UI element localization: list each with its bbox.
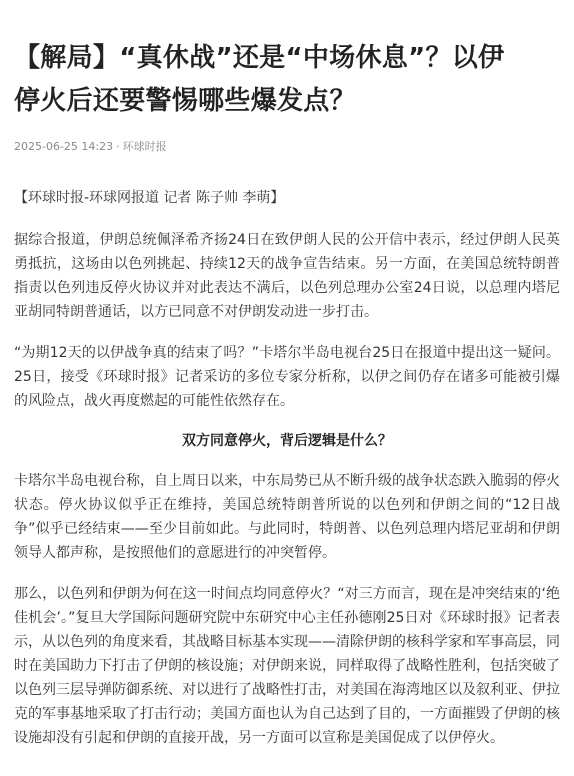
article-meta	[14, 139, 560, 155]
article-title-line-2: 停火后还要警惕哪些爆发点？	[14, 86, 356, 116]
article-title	[14, 0, 560, 123]
article-paragraph-2: “为期12天的以伊战争真的结束了吗？”卡塔尔半岛电视台25日在报道中提出这一疑问。25日，接受《环球时报》记者采访的多位专家分析称，以伊之间仍存在诸多可能被引爆的风险点，战火再度燃起的可能性依然存在。	[14, 345, 560, 409]
article-subheading: 双方同意停火，背后逻辑是什么？	[182, 433, 392, 449]
meta-separator: ·	[116, 140, 120, 153]
article-paragraph-4: 那么，以色列和伊朗为何在这一时间点均同意停火？“对三方而言，现在是冲突结束的‘绝佳机会’。”复旦大学国际问题研究院中东研究中心主任孙德刚25日对《环球时报》记者表示，从以色列的角度来看，其战略目标基本实现——清除伊朗的核科学家和军事高层，同时在美国助力下打击了伊朗的核设施；对伊朗来说，同样取得了战略性胜利，包括突破了以色列三层导弹防御系统、对以进行了战略性打击，对美国在海湾地区以及叙利亚、伊拉克的军事基地采取了打击行动；美国方面也认为自己达到了目的，一方面摧毁了伊朗的核设施却没有引起和伊朗的直接开战，另一方面可以宣称是美国促成了以伊停火。	[14, 586, 560, 746]
article-paragraph-3: 卡塔尔半岛电视台称，自上周日以来，中东局势已从不断升级的战争状态跌入脆弱的停火状态。停火协议似乎正在维持，美国总统特朗普所说的以色列和伊朗之间的“12日战争”似乎已经结束——至少目前如此。与此同时，特朗普、以色列总理内塔尼亚胡和伊朗领导人都声称，是按照他们的意愿进行的冲突暂停。	[14, 473, 560, 561]
article-title-line-1: 【解局】“真休战”还是“中场休息”？以伊	[14, 43, 505, 73]
article-paragraph-1: 据综合报道，伊朗总统佩泽希齐扬24日在致伊朗人民的公开信中表示，经过伊朗人民英勇抵抗，这场由以色列挑起、持续12天的战争宣告结束。另一方面，在美国总统特朗普指责以色列违反停火协议并对此表达不满后，以色列总理办公室24日说，以总理内塔尼亚胡同特朗普通话，以方已同意不对伊朗发动进一步打击。	[14, 232, 560, 320]
article-source: 环球时报	[122, 140, 167, 153]
publish-date: 2025-06-25 14:23	[14, 140, 114, 153]
article-byline: 【环球时报-环球网报道 记者 陈子帅 李萌】	[14, 190, 285, 206]
